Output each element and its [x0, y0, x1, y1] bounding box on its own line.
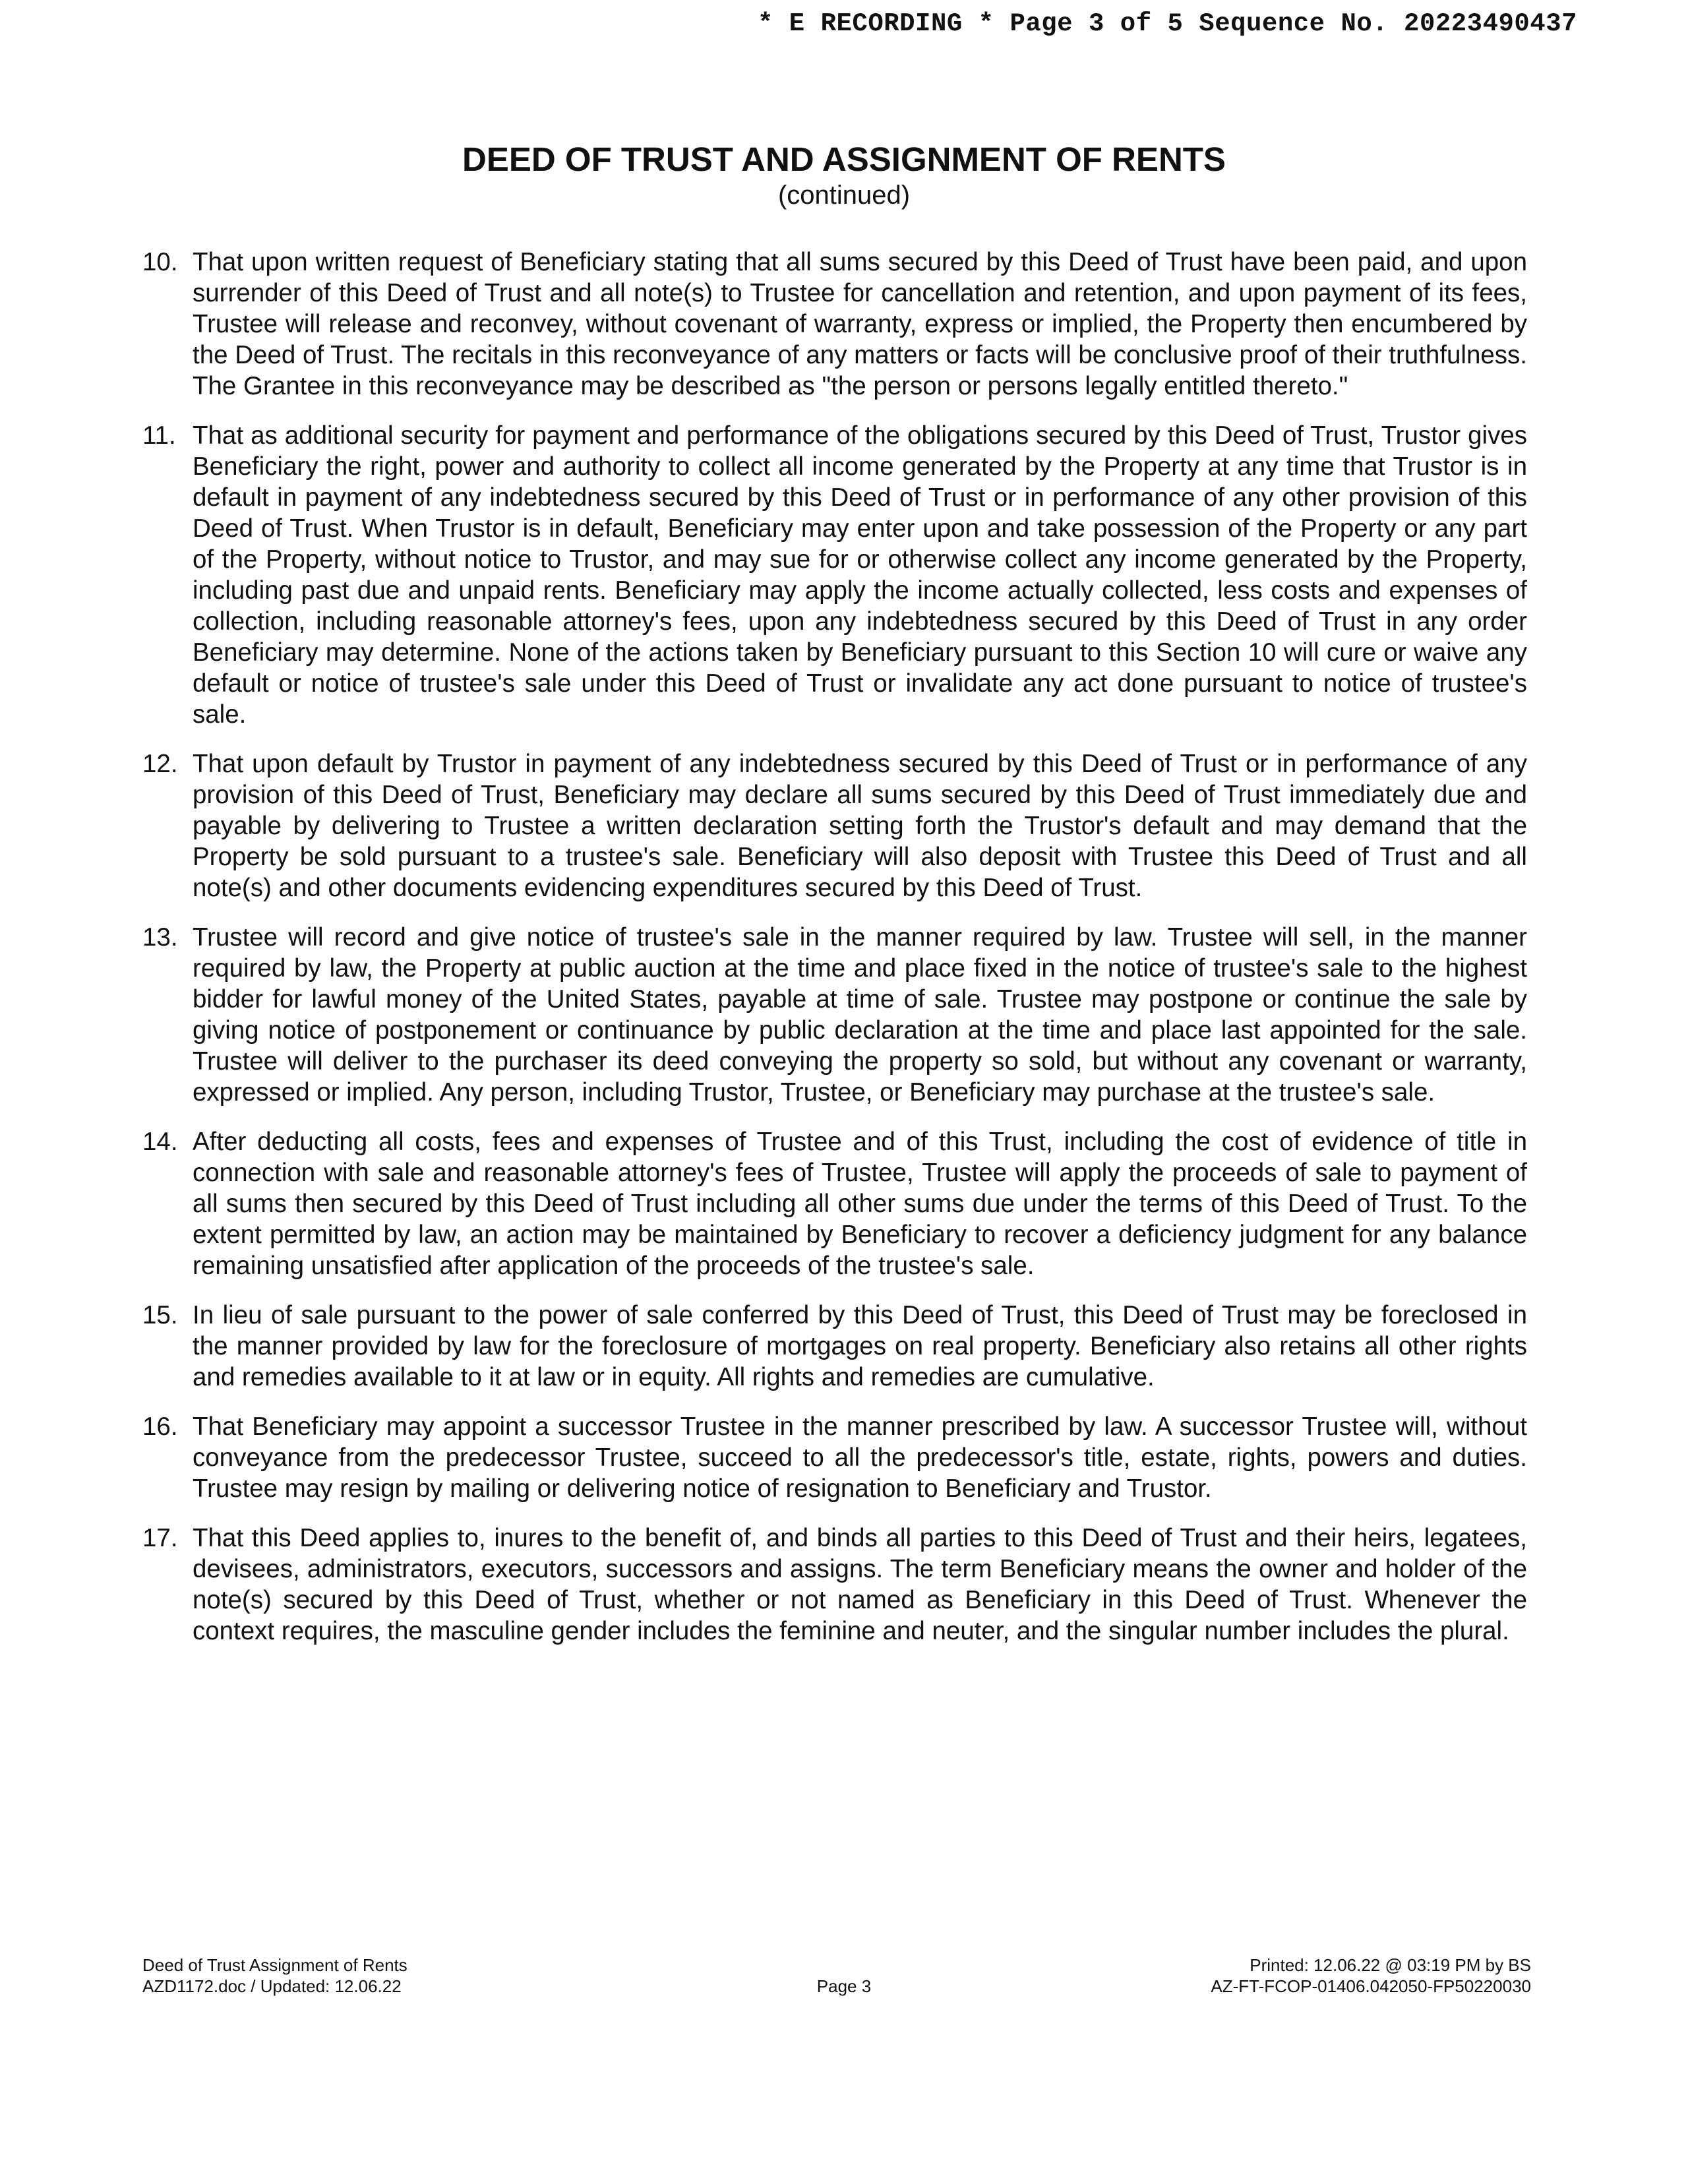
footer-page-number: Page 3 [816, 1976, 872, 1996]
section-text: That upon written request of Beneficiary stating that all sums secured by this Deed of Trust have been paid, and upon surrender of this Deed of Trust and all note(s) to Trustee for cancellation and retention, and upon payment of its fees, Trustee will release and reconvey, without covenant of warranty, express or implied, the Property then encumbered by the Deed of Trust. The recitals in this reconveyance of any matters or facts will be conclusive proof of their truthfulness. The Grantee in this reconveyance may be described as "the person or persons legally entitled thereto." [193, 248, 1527, 400]
footer-doc-name: Deed of Trust Assignment of Rents [142, 1955, 407, 1975]
section-number: 10. [142, 248, 178, 276]
section-10 [142, 247, 1527, 402]
footer-doc-file: AZD1172.doc / Updated: 12.06.22 [142, 1976, 402, 1996]
section-text: That upon default by Trustor in payment of any indebtedness secured by this Deed of Trust or in performance of any provision of this Deed of Trust, Beneficiary may declare all sums secured by this Deed of Trust immediately due and payable by delivering to Trustee a written declaration setting forth the Trustor's default and may demand that the Property be sold pursuant to a trustee's sale. Beneficiary will also deposit with Trustee this Deed of Trust and all note(s) and other documents evidencing expenditures secured by this Deed of Trust. [193, 750, 1527, 902]
document-subtitle: (continued) [777, 181, 911, 210]
section-14 [142, 1126, 1527, 1281]
section-text: That Beneficiary may appoint a successor Trustee in the manner prescribed by law. A successor Trustee will, without conveyance from the predecessor Trustee, succeed to all the predecessor's title, estate, rights, powers and duties. Trustee may resign by mailing or delivering notice of resignation to Beneficiary and Trustor. [193, 1412, 1527, 1503]
section-15 [142, 1300, 1527, 1393]
section-number: 16. [142, 1412, 178, 1441]
section-text: Trustee will record and give notice of trustee's sale in the manner required by law. Trustee will sell, in the manner required by law, the Property at public auction at the time and place fixed in the notice of trustee's sale to the highest bidder for lawful money of the United States, payable at time of sale. Trustee may postpone or continue the sale by giving notice of postponement or continuance by public declaration at the time and place last appointed for the sale. Trustee will deliver to the purchaser its deed conveying the property so sold, but without any covenant or warranty, expressed or implied. Any person, including Trustor, Trustee, or Beneficiary may purchase at the trustee's sale. [193, 923, 1527, 1107]
section-17 [142, 1523, 1527, 1647]
section-number: 15. [142, 1301, 178, 1329]
footer-file-code: AZ-FT-FCOP-01406.042050-FP50220030 [1211, 1976, 1531, 1996]
section-number: 17. [142, 1524, 178, 1552]
section-text: That this Deed applies to, inures to the benefit of, and binds all parties to this Deed of Trust and their heirs, legatees, devisees, administrators, executors, successors and assigns. The term Beneficiary means the owner and holder of the note(s) secured by this Deed of Trust, whether or not named as Beneficiary in this Deed of Trust. Whenever the context requires, the masculine gender includes the feminine and neuter, and the singular number includes the plural. [193, 1524, 1527, 1645]
footer-print-info [1211, 1955, 1531, 1997]
section-16 [142, 1411, 1527, 1504]
section-text: That as additional security for payment and performance of the obligations secured by this Deed of Trust, Trustor gives Beneficiary the right, power and authority to collect all income generated by the Property at any time that Trustor is in default in payment of any indebtedness secured by this Deed of Trust or in performance of any other provision of this Deed of Trust. When Trustor is in default, Beneficiary may enter upon and take possession of the Property or any part of the Property, without notice to Trustor, and may sue for or otherwise collect any income generated by the Property, including past due and unpaid rents. Beneficiary may apply the income actually collected, less costs and expenses of collection, including reasonable attorney's fees, upon any indebtedness secured by this Deed of Trust in any order Beneficiary may determine. None of the actions taken by Beneficiary pursuant to this Section 10 will cure or waive any default or notice of trustee's sale under this Deed of Trust or invalidate any act done pursuant to notice of trustee's sale. [193, 421, 1527, 729]
document-title: DEED OF TRUST AND ASSIGNMENT OF RENTS [462, 140, 1226, 178]
section-list [142, 247, 1527, 1665]
section-12 [142, 748, 1527, 903]
section-11 [142, 420, 1527, 730]
footer-printed: Printed: 12.06.22 @ 03:19 PM by BS [1250, 1955, 1531, 1975]
section-number: 12. [142, 750, 178, 778]
section-number: 11. [142, 421, 176, 450]
section-number: 13. [142, 923, 178, 952]
section-text: After deducting all costs, fees and expenses of Trustee and of this Trust, including the cost of evidence of title in connection with sale and reasonable attorney's fees of Trustee, Trustee will apply the proceeds of sale to payment of all sums then secured by this Deed of Trust including all other sums due under the terms of this Deed of Trust. To the extent permitted by law, an action may be maintained by Beneficiary to recover a deficiency judgment for any balance remaining unsatisfied after application of the proceeds of the trustee's sale. [193, 1128, 1527, 1280]
section-text: In lieu of sale pursuant to the power of sale conferred by this Deed of Trust, this Deed of Trust may be foreclosed in the manner provided by law for the foreclosure of mortgages on real property. Beneficiary also retains all other rights and remedies available to it at law or in equity. All rights and remedies are cumulative. [193, 1301, 1527, 1391]
section-number: 14. [142, 1128, 178, 1156]
recording-stamp: * E RECORDING * Page 3 of 5 Sequence No. 20223490437 [758, 9, 1577, 38]
section-13 [142, 922, 1527, 1108]
